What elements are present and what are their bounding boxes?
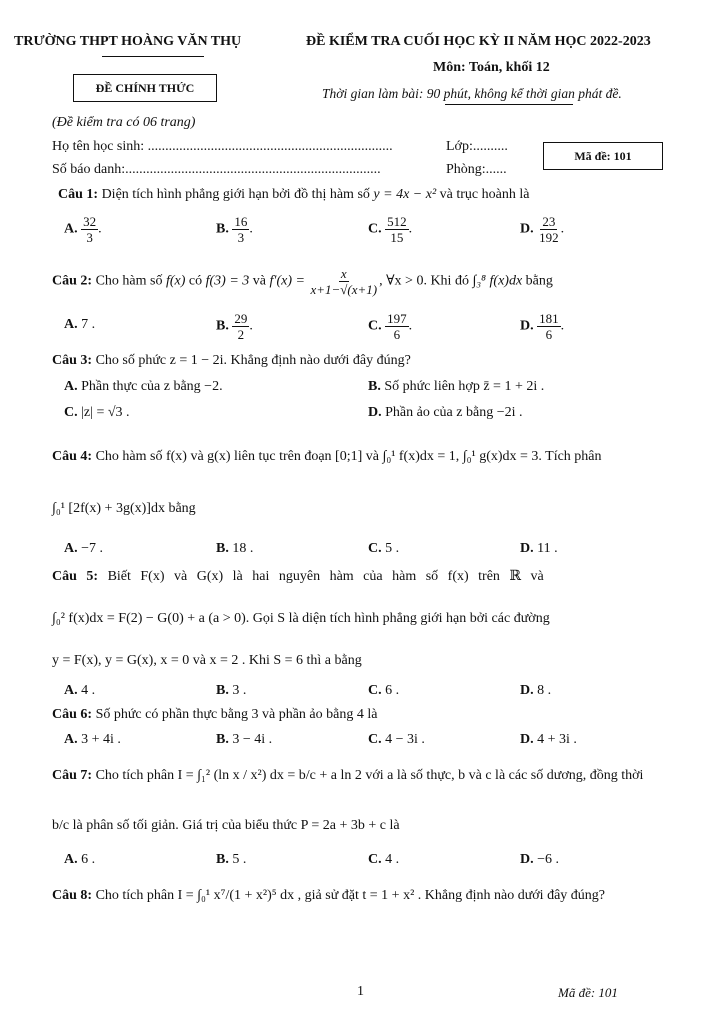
student-name-field: Họ tên học sinh: ......................................................................: [52, 139, 393, 154]
school-underline: [102, 56, 204, 57]
q2-den: x+1−√(x+1): [310, 282, 378, 297]
q2-option-b: B. $\frac{29}{2}$ .: [216, 311, 253, 342]
q5-option-c: C. 6 .: [368, 683, 400, 698]
exam-title: ĐỀ KIỂM TRA CUỐI HỌC KỲ II NĂM HỌC 2022-2023: [306, 34, 651, 49]
exam-time: Thời gian làm bài: 90 phút, không kể thời gian phát đề.: [322, 86, 622, 101]
q6-option-a: A. 3 + 4i .: [64, 732, 121, 747]
q2-label: Câu 2:: [52, 273, 93, 289]
q5-line-3: y = F(x), y = G(x), x = 0 và x = 2 . Khi S = 6 thì a bằng: [52, 653, 362, 668]
q2-text-e: bằng: [525, 273, 553, 289]
subject: Môn: Toán, khối 12: [433, 60, 550, 75]
q6-option-b: B. 3 − 4i .: [216, 732, 273, 747]
q1-option-c: C. $\frac{512}{15}$ .: [368, 214, 413, 245]
q5-line-2: ∫₀² f(x)dx = F(2) − G(0) + a (a > 0). Gọi S là diện tích hình phẳng giới hạn bởi các đường: [52, 611, 550, 626]
q2-text-d: , ∀x > 0. Khi đó: [379, 273, 469, 289]
q1-label: Câu 1:: [58, 187, 99, 202]
q2-option-a: A. 7 .: [64, 317, 96, 332]
q6-option-d: D. 4 + 3i .: [520, 732, 577, 747]
question-8: Câu 8: Cho tích phân I = ∫₀¹ x⁷/(1 + x²)⁵ dx , giả sử đặt t = 1 + x² . Khẳng định nào dưới đây đúng?: [52, 888, 606, 903]
q5-option-a: A. 4 .: [64, 683, 96, 698]
q1-text-a: Diện tích hình phẳng giới hạn bởi đồ thị hàm số: [101, 187, 370, 202]
question-4: Câu 4: Cho hàm số f(x) và g(x) liên tục trên đoạn [0;1] và ∫₀¹ f(x)dx = 1, ∫₀¹ g(x)dx = 3. Tích phân: [52, 449, 602, 464]
q1-option-b: B. $\frac{16}{3}$ .: [216, 214, 253, 245]
q4-option-b: B. 18 .: [216, 541, 254, 556]
q7-option-a: A. 6 .: [64, 852, 96, 867]
q3-option-d: D. Phần ảo của z bằng −2i .: [368, 405, 523, 420]
question-7: Câu 7: Cho tích phân I = ∫₁² (ln x / x²) dx = b/c + a ln 2 với a là số thực, b và c là các số dương, đồng thời: [52, 768, 644, 783]
q3-option-b: B. Số phức liên hợp z̄ = 1 + 2i .: [368, 379, 545, 394]
q2-num: x: [340, 266, 347, 281]
question-5: Câu 5: Biết F(x) và G(x) là hai nguyên hàm của hàm số f(x) trên ℝ và: [52, 569, 544, 584]
footer-exam-code: Mã đề: 101: [558, 985, 618, 1000]
q4-option-c: C. 5 .: [368, 541, 400, 556]
q7-option-c: C. 4 .: [368, 852, 400, 867]
q7-line-2: b/c là phân số tối giản. Giá trị của biểu thức P = 2a + 3b + c là: [52, 818, 400, 833]
q4-option-d: D. 11 .: [520, 541, 558, 556]
q2-cond: f(3) = 3: [205, 273, 250, 289]
page-number: 1: [357, 984, 364, 999]
question-3: Câu 3: Cho số phức z = 1 − 2i. Khẳng định nào dưới đây đúng?: [52, 353, 411, 368]
q4-line-2: ∫₀¹ [2f(x) + 3g(x)]dx bằng: [52, 501, 196, 516]
room-field: Phòng:......: [446, 162, 507, 177]
pages-note: (Đề kiểm tra có 06 trang): [52, 115, 196, 130]
q4-option-a: A. −7 .: [64, 541, 104, 556]
q3-option-a: A. Phần thực của z bằng −2.: [64, 379, 223, 394]
official-badge: ĐỀ CHÍNH THỨC: [73, 74, 217, 102]
q7-option-b: B. 5 .: [216, 852, 247, 867]
q1-formula: y = 4x − x²: [373, 187, 437, 202]
question-1: [58, 187, 529, 203]
exam-code-box: Mã đề: 101: [543, 142, 663, 170]
q1-option-a: A. $\frac{32}{3}$ .: [64, 214, 102, 245]
student-id-field: Số báo danh:.........................................................................: [52, 162, 381, 177]
question-6: Câu 6: Số phức có phần thực bằng 3 và phần ảo bằng 4 là: [52, 707, 378, 722]
q2-text-c: và: [252, 273, 266, 289]
q5-option-d: D. 8 .: [520, 683, 552, 698]
q6-option-c: C. 4 − 3i .: [368, 732, 425, 747]
school-name: TRƯỜNG THPT HOÀNG VĂN THỤ: [14, 34, 242, 49]
q2-option-c: C. $\frac{197}{6}$ .: [368, 311, 413, 342]
q2-option-d: D. $\frac{181}{6}$ .: [520, 311, 565, 342]
q2-text-b: có: [188, 273, 203, 289]
q1-option-d: D. $\frac{23}{192}$ .: [520, 214, 565, 245]
q3-option-c: C. |z| = √3 .: [64, 405, 130, 420]
q1-text-b: và trục hoành là: [439, 187, 530, 202]
q5-option-b: B. 3 .: [216, 683, 247, 698]
question-2: [52, 266, 553, 297]
class-field: Lớp:..........: [446, 139, 508, 154]
q2-deriv: f′(x) =: [269, 273, 305, 289]
q2-integral: ∫₃⁸ f(x)dx: [472, 273, 523, 289]
q2-text-a: Cho hàm số: [95, 273, 163, 289]
q7-option-d: D. −6 .: [520, 852, 560, 867]
q2-f: f(x): [165, 273, 186, 289]
time-underline: [445, 104, 573, 105]
